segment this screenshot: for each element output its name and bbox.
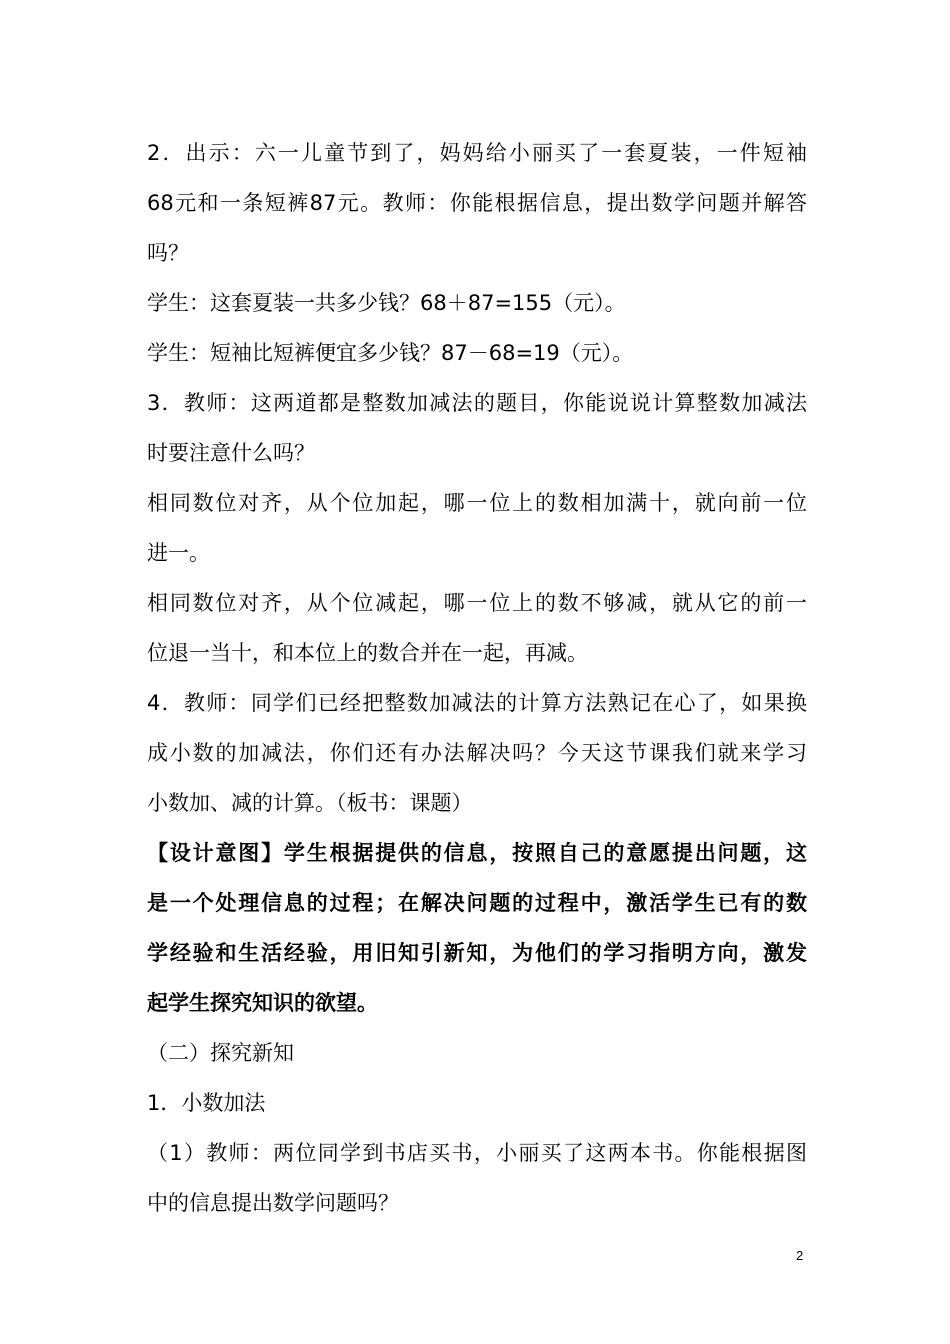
- section-heading: [147, 1028, 807, 1078]
- line-text: 进一。: [147, 541, 210, 565]
- line-text: 吗？: [147, 241, 189, 265]
- paragraph-line: [147, 328, 807, 378]
- paragraph-line: [147, 778, 807, 828]
- design-intent-line: [147, 828, 807, 878]
- paragraph-line: [147, 1178, 807, 1228]
- paragraph-line: [147, 478, 807, 528]
- line-text: 中的信息提出数学问题吗？: [147, 1191, 399, 1215]
- line-text: 成小数的加减法，你们还有办法解决吗？今天这节课我们就来学习: [147, 741, 807, 765]
- line-text: 学经验和生活经验，用旧知引新知，为他们的学习指明方向，激发: [147, 941, 807, 965]
- line-text: 相同数位对齐，从个位加起，哪一位上的数相加满十，就向前一位: [147, 491, 807, 515]
- paragraph-line: [147, 678, 807, 728]
- line-text: 起学生探究知识的欲望。: [147, 991, 378, 1015]
- line-text: 4．教师：同学们已经把整数加减法的计算方法熟记在心了，如果换: [147, 691, 807, 715]
- design-intent-line: [147, 978, 807, 1028]
- paragraph-line: [147, 378, 807, 428]
- paragraph-line: [147, 728, 807, 778]
- line-text: 位退一当十，和本位上的数合并在一起，再减。: [147, 641, 588, 665]
- line-text: 小数加、减的计算。（板书：课题）: [147, 791, 473, 815]
- line-text: 学生：这套夏装一共多少钱？68＋87=155（元）。: [147, 291, 626, 315]
- line-text: （二）探究新知: [147, 1041, 294, 1065]
- subsection-heading: [147, 1078, 807, 1128]
- paragraph-line: [147, 428, 807, 478]
- paragraph-line: [147, 528, 807, 578]
- line-text: 2．出示：六一儿童节到了，妈妈给小丽买了一套夏装，一件短袖: [147, 141, 807, 165]
- paragraph-line: [147, 228, 807, 278]
- line-text: 是一个处理信息的过程；在解决问题的过程中，激活学生已有的数: [147, 891, 807, 915]
- line-text: 3．教师：这两道都是整数加减法的题目，你能说说计算整数加减法: [147, 391, 807, 415]
- paragraph-line: [147, 1128, 807, 1178]
- design-intent-line: [147, 928, 807, 978]
- paragraph-line: [147, 628, 807, 678]
- line-text: 68元和一条短裤87元。教师：你能根据信息，提出数学问题并解答: [147, 191, 807, 215]
- design-intent-line: [147, 878, 807, 928]
- paragraph-line: [147, 278, 807, 328]
- line-text: 【设计意图】学生根据提供的信息，按照自己的意愿提出问题，这: [147, 841, 807, 865]
- paragraph-line: [147, 178, 807, 228]
- paragraph-line: [147, 578, 807, 628]
- page-number: 2: [796, 1248, 804, 1263]
- line-text: 1．小数加法: [147, 1091, 266, 1115]
- line-text: 时要注意什么吗？: [147, 441, 315, 465]
- document-body: [147, 128, 807, 1228]
- line-text: 学生：短袖比短裤便宜多少钱？87－68=19（元）。: [147, 341, 634, 365]
- paragraph-line: [147, 128, 807, 178]
- line-text: 相同数位对齐，从个位减起，哪一位上的数不够减，就从它的前一: [147, 591, 807, 615]
- line-text: （1）教师：两位同学到书店买书，小丽买了这两本书。你能根据图: [147, 1141, 807, 1165]
